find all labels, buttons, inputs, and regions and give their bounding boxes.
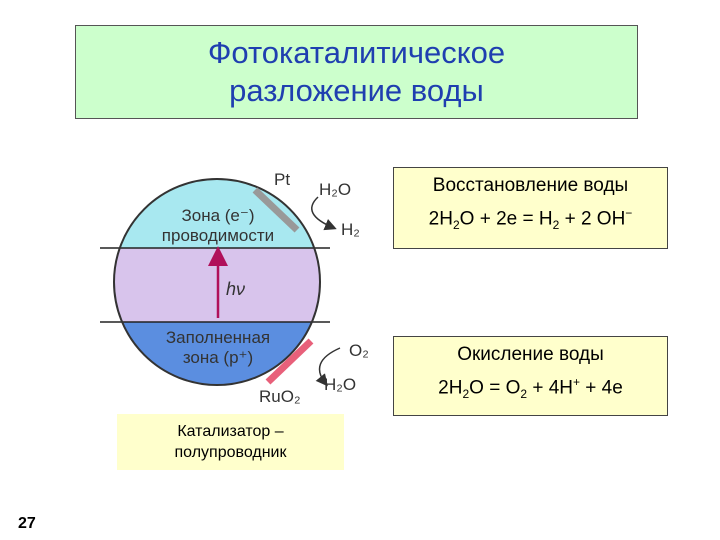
title-line-1: Фотокаталитическое bbox=[207, 35, 506, 70]
pt-reaction-arrow bbox=[312, 197, 334, 228]
title-line-2: разложение воды bbox=[229, 73, 484, 108]
valence-label-1: Заполненная bbox=[165, 328, 271, 347]
reduction-equation: $2H_2O + 2e = H_2 + 2$ OH− bbox=[428, 206, 633, 233]
pt-hydrogen-label: H₂ bbox=[341, 220, 360, 239]
pt-label: Pt bbox=[274, 170, 291, 189]
valence-label-2: зона (p⁺) bbox=[182, 348, 254, 367]
reduction-title: Восстановление воды bbox=[432, 175, 629, 196]
catalyst-note-line-2: полупроводник bbox=[174, 444, 287, 461]
oxidation-box bbox=[393, 336, 668, 416]
oxidation-title: Окисление воды bbox=[457, 344, 604, 365]
band-gap bbox=[100, 248, 340, 322]
conduction-label-2: проводимости bbox=[161, 226, 275, 245]
ruo2-oxygen-label: O₂ bbox=[349, 341, 369, 360]
ruo2-label: RuO₂ bbox=[259, 387, 301, 406]
pt-water-label: H₂O bbox=[319, 180, 352, 199]
reduction-box bbox=[393, 167, 668, 249]
catalyst-note-line-1: Катализатор – bbox=[177, 423, 284, 440]
ruo2-water-label: H₂O bbox=[324, 375, 357, 394]
oxidation-equation: $2H_2O = O_2 + 4H^+ + 4e$ bbox=[438, 375, 623, 402]
photon-label: hν bbox=[226, 279, 246, 299]
catalyst-note bbox=[117, 414, 344, 470]
page-number: 27 bbox=[18, 515, 36, 532]
conduction-label-1: Зона (e⁻) bbox=[181, 206, 255, 225]
